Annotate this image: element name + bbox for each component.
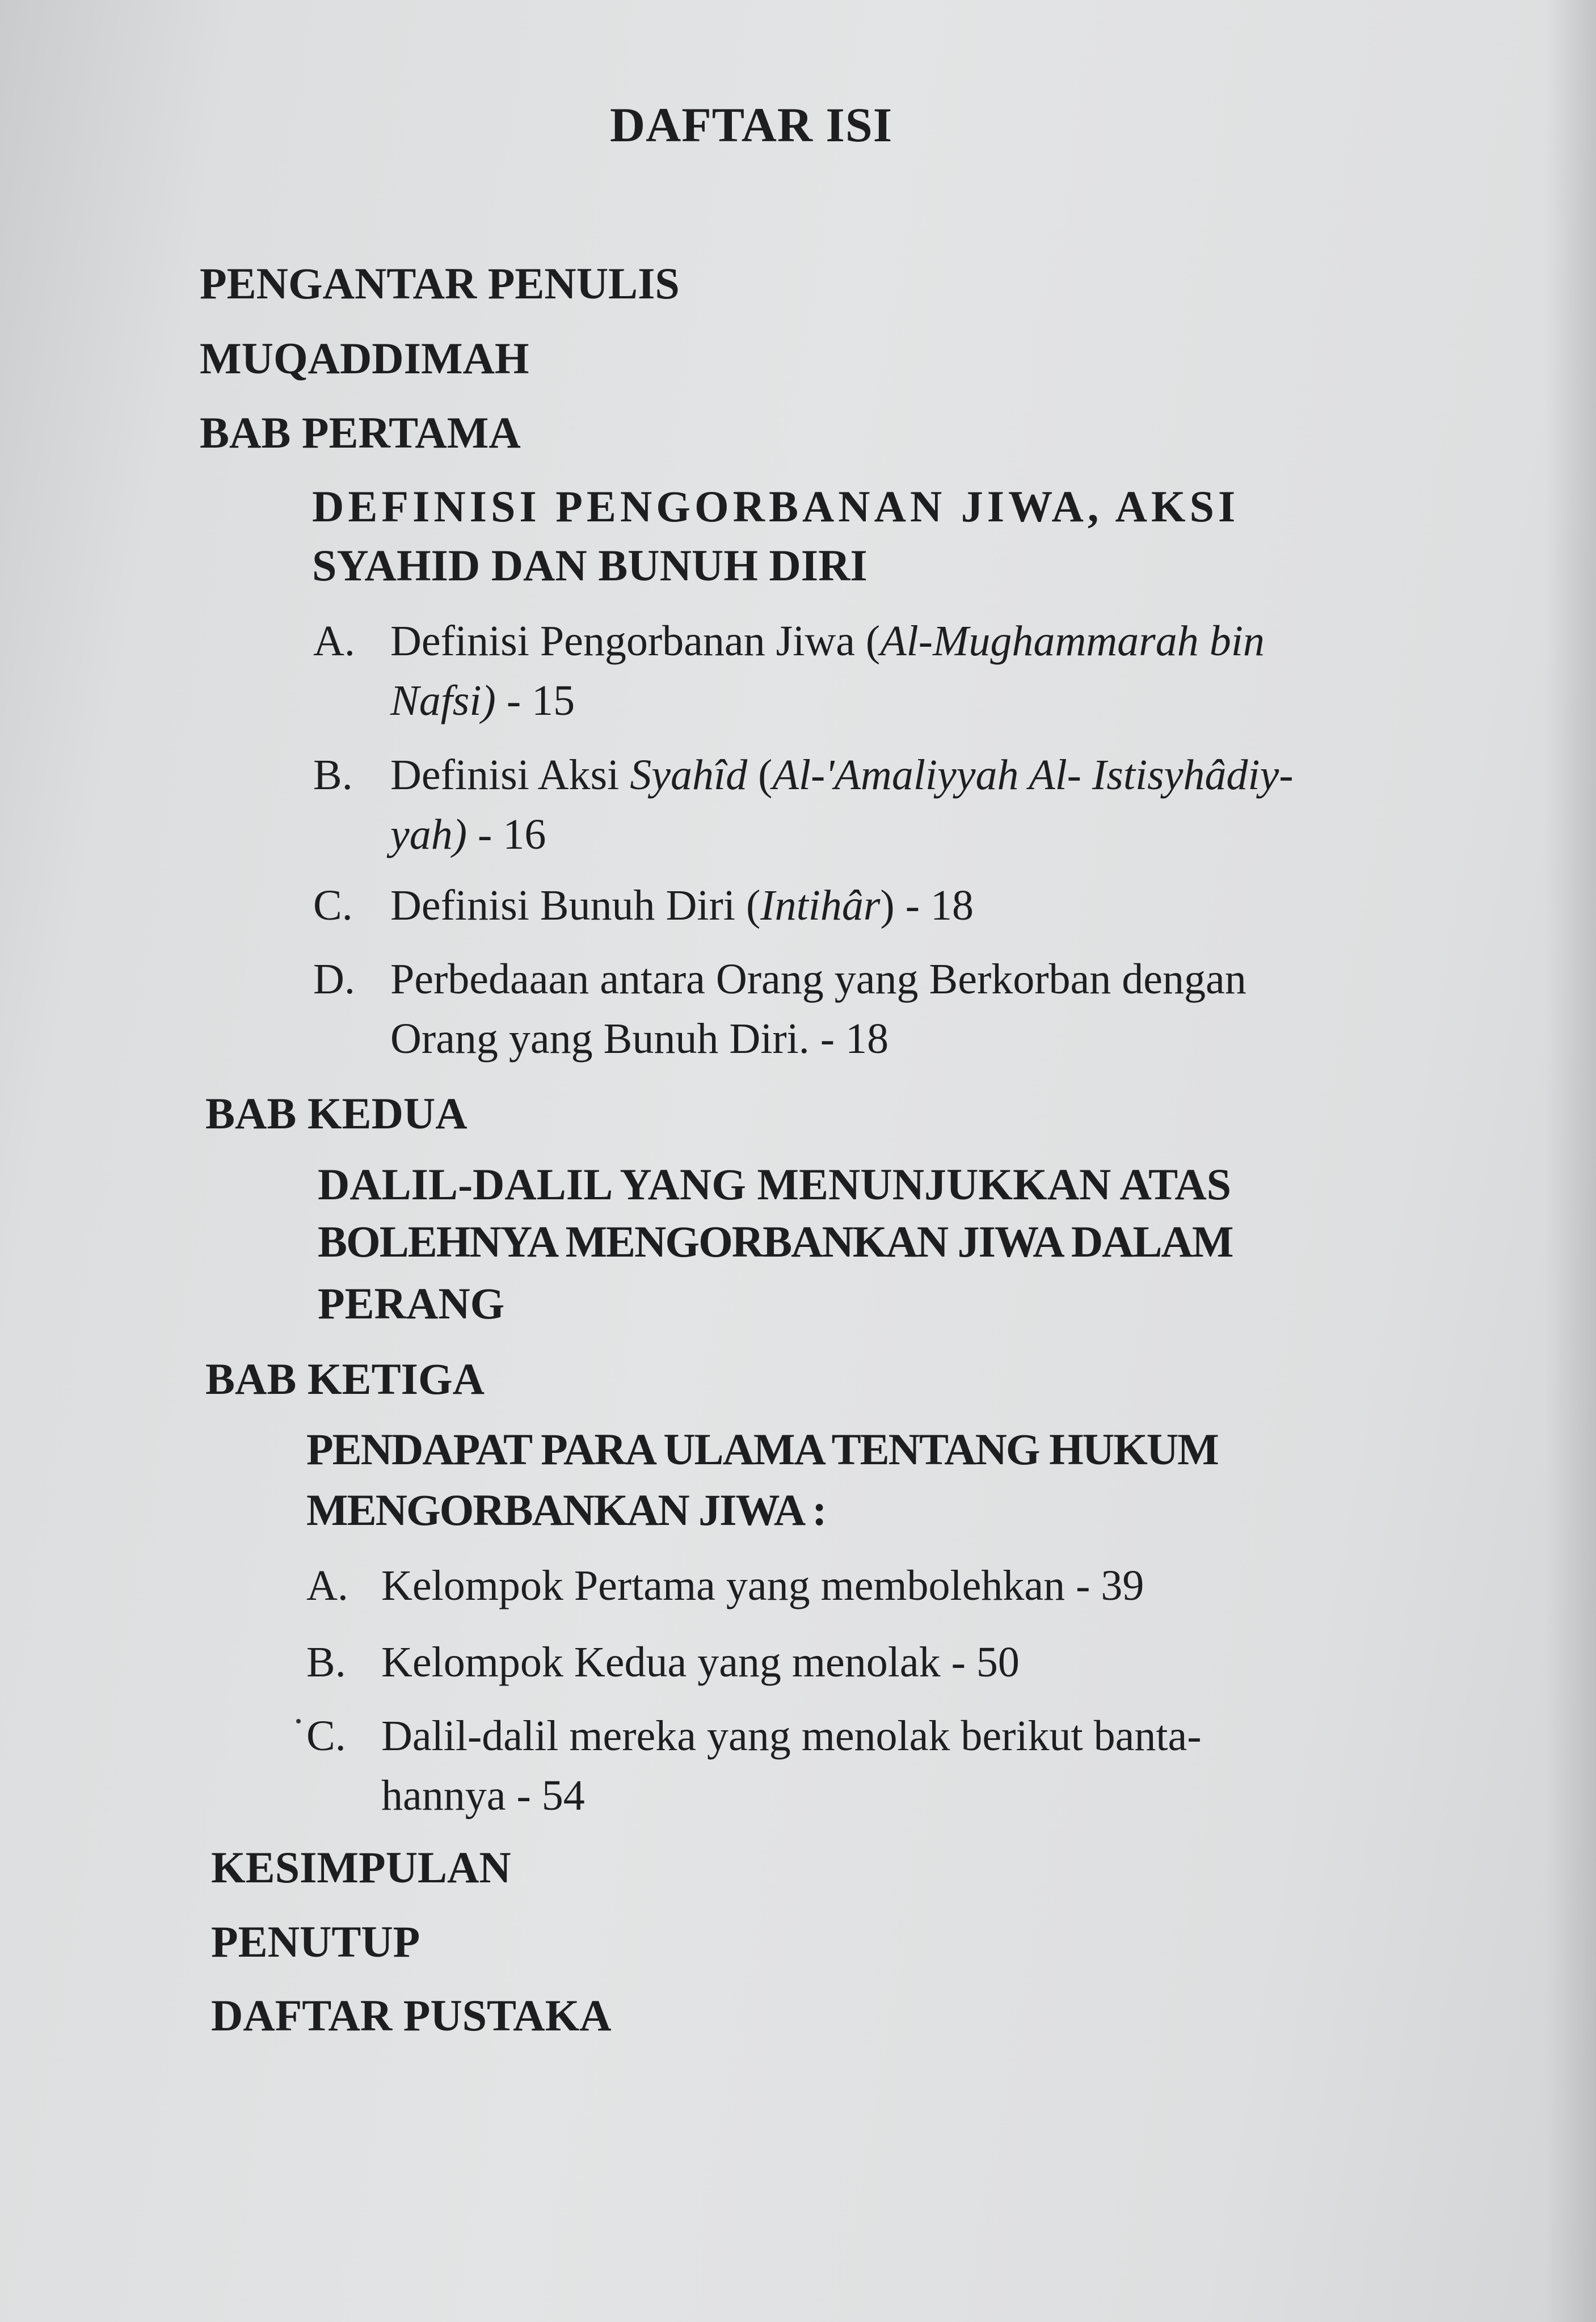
bab2-heading-line2: BOLEHNYA MENGORBANKAN JIWA DALAM (318, 1217, 1233, 1266)
bab1-item-d-letter: D. (313, 955, 355, 1003)
toc-bab-ketiga: BAB KETIGA (205, 1354, 485, 1404)
bab1-item-b-term3: yah) (390, 811, 468, 858)
bab1-item-b-paren: ( (747, 751, 773, 799)
bab3-item-b-letter: B. (306, 1638, 346, 1686)
bab3-item-c-line2: hannya - 54 (381, 1772, 585, 1819)
toc-penutup: PENUTUP (211, 1917, 420, 1966)
bab1-item-b-line2 (390, 810, 546, 859)
toc-bab-pertama: BAB PERTAMA (200, 408, 521, 457)
toc-pengantar-penulis: PENGANTAR PENULIS (200, 259, 680, 308)
bab1-item-c-letter: C. (313, 882, 353, 929)
bab1-item-a-term: Al-Mughammarah bin (880, 617, 1265, 665)
bab2-heading-line3: PERANG (318, 1279, 505, 1328)
bab1-item-a-page: - 15 (495, 677, 575, 724)
bab2-heading-line1: DALIL-DALIL YANG MENUNJUKKAN ATAS (318, 1160, 1232, 1209)
bab1-heading-line1 (312, 481, 1330, 532)
toc-muqaddimah: MUQADDIMAH (200, 334, 529, 383)
bab1-item-b-text: Definisi Aksi (390, 751, 630, 799)
bab1-item-d-line2: Orang yang Bunuh Diri. - 18 (390, 1015, 889, 1063)
bab1-item-d-line1: Perbedaaan antara Orang yang Berkorban dengan (390, 955, 1247, 1003)
bab1-item-c-term: Intihâr (760, 882, 881, 929)
bab1-item-a-line1 (390, 617, 1265, 666)
toc-kesimpulan: KESIMPULAN (211, 1843, 511, 1892)
page-edge-shadow (1545, 0, 1596, 2322)
bab3-heading-line2: MENGORBANKAN JIWA : (306, 1485, 826, 1535)
bab1-item-a-line2 (390, 676, 575, 726)
bab1-item-b-term2: Al-'Amaliyyah Al- Istisyhâdiy- (772, 751, 1294, 799)
bab1-item-a-text: Definisi Pengorbanan Jiwa ( (390, 617, 881, 665)
bab3-item-c-letter: C. (306, 1712, 346, 1760)
bab3-item-a-line1: Kelompok Pertama yang membolehkan - 39 (381, 1562, 1144, 1609)
bab1-item-a-letter: A. (313, 617, 355, 665)
bab3-item-c-line1: Dalil-dalil mereka yang menolak berikut banta- (381, 1712, 1202, 1760)
bab1-item-c-line1 (390, 881, 974, 930)
bab1-heading-line1-text: DEFINISI PENGORBANAN JIWA, AKSI (312, 482, 1240, 531)
bab1-item-c-page: ) - 18 (880, 882, 974, 929)
bab1-item-b-letter: B. (313, 751, 353, 799)
ink-speck (296, 1719, 301, 1723)
bab1-item-b-page: - 16 (467, 811, 546, 858)
bab3-heading-line1: PENDAPAT PARA ULAMA TENTANG HUKUM (306, 1425, 1218, 1474)
bab3-item-b-line1: Kelompok Kedua yang menolak - 50 (381, 1638, 1020, 1686)
bab1-item-b-term: Syahîd (630, 751, 748, 799)
toc-bab-kedua: BAB KEDUA (205, 1089, 468, 1138)
bab1-heading-line2: SYAHID DAN BUNUH DIRI (312, 541, 868, 590)
bab1-item-b-line1 (390, 751, 1294, 800)
toc-daftar-pustaka: DAFTAR PUSTAKA (211, 1991, 612, 2040)
bab1-item-a-term2: Nafsi) (390, 677, 496, 724)
bab1-item-c-text: Definisi Bunuh Diri ( (390, 882, 761, 929)
page-title: DAFTAR ISI (610, 98, 893, 152)
bab3-item-a-letter: A. (306, 1562, 348, 1609)
